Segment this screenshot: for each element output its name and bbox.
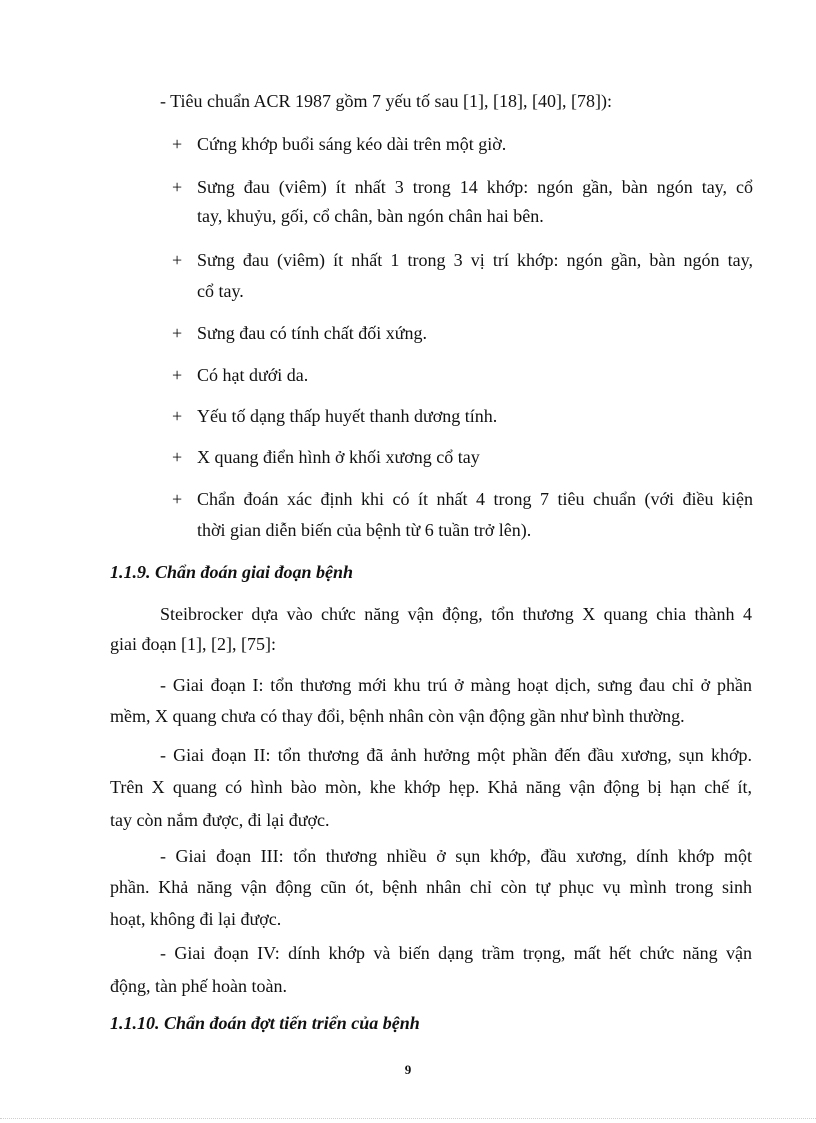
- criterion-8-line-1: Chẩn đoán xác định khi có ít nhất 4 trong 7 tiêu chuẩn (với điều kiện: [197, 489, 753, 509]
- stage-4-line-2: động, tàn phế hoàn toàn.: [110, 976, 287, 996]
- page-number: 9: [404, 1062, 412, 1077]
- acr-intro: - Tiêu chuẩn ACR 1987 gồm 7 yếu tố sau [1], [18], [40], [78]):: [160, 91, 612, 111]
- criterion-4: Sưng đau có tính chất đối xứng.: [197, 323, 427, 343]
- stage-3-line-3: hoạt, không đi lại được.: [110, 909, 282, 929]
- criterion-2-line-1: Sưng đau (viêm) ít nhất 3 trong 14 khớp: ngón gần, bàn ngón tay, cổ: [197, 177, 753, 197]
- stage-3-line-1: - Giai đoạn III: tổn thương nhiều ở sụn khớp, đầu xương, dính khớp một: [160, 846, 752, 866]
- bullet-marker: +: [172, 406, 183, 426]
- stage-2-line-3: tay còn nắm được, đi lại được.: [110, 810, 330, 830]
- page-bottom-divider: [0, 1118, 816, 1119]
- stage-2-line-2: Trên X quang có hình bào mòn, khe khớp hẹp. Khả năng vận động bị hạn chế ít,: [110, 777, 752, 797]
- section-heading-1-1-10: 1.1.10. Chẩn đoán đợt tiến triển của bệnh: [110, 1013, 420, 1033]
- steinbrocker-line-1: Steibrocker dựa vào chức năng vận động, tổn thương X quang chia thành 4: [160, 604, 752, 624]
- section-heading-1-1-9: 1.1.9. Chẩn đoán giai đoạn bệnh: [110, 562, 354, 582]
- criterion-2-line-2: tay, khuỷu, gối, cổ chân, bàn ngón chân hai bên.: [197, 206, 544, 226]
- criterion-6: Yếu tố dạng thấp huyết thanh dương tính.: [197, 406, 498, 426]
- bullet-marker: +: [172, 177, 183, 197]
- steinbrocker-line-2: giai đoạn [1], [2], [75]:: [110, 634, 276, 654]
- stage-1-line-2: mềm, X quang chưa có thay đổi, bệnh nhân còn vận động gần như bình thường.: [110, 706, 685, 726]
- criterion-3-line-1: Sưng đau (viêm) ít nhất 1 trong 3 vị trí khớp: ngón gần, bàn ngón tay,: [197, 250, 753, 270]
- bullet-marker: +: [172, 365, 183, 385]
- criterion-7: X quang điển hình ở khối xương cổ tay: [197, 447, 480, 467]
- criterion-5: Có hạt dưới da.: [197, 365, 309, 385]
- bullet-marker: +: [172, 489, 183, 509]
- stage-2-line-1: - Giai đoạn II: tổn thương đã ảnh hưởng một phần đến đầu xương, sụn khớp.: [160, 745, 752, 765]
- criterion-1: Cứng khớp buổi sáng kéo dài trên một giờ.: [197, 134, 507, 154]
- criterion-3-line-2: cổ tay.: [197, 281, 244, 301]
- bullet-marker: +: [172, 250, 183, 270]
- bullet-marker: +: [172, 134, 183, 154]
- stage-3-line-2: phần. Khả năng vận động cũn ót, bệnh nhân chỉ còn tự phục vụ mình trong sinh: [110, 877, 752, 897]
- criterion-8-line-2: thời gian diễn biến của bệnh từ 6 tuần trở lên).: [197, 520, 532, 540]
- stage-4-line-1: - Giai đoạn IV: dính khớp và biến dạng trầm trọng, mất hết chức năng vận: [160, 943, 752, 963]
- bullet-marker: +: [172, 447, 183, 467]
- bullet-marker: +: [172, 323, 183, 343]
- stage-1-line-1: - Giai đoạn I: tổn thương mới khu trú ở màng hoạt dịch, sưng đau chỉ ở phần: [160, 675, 752, 695]
